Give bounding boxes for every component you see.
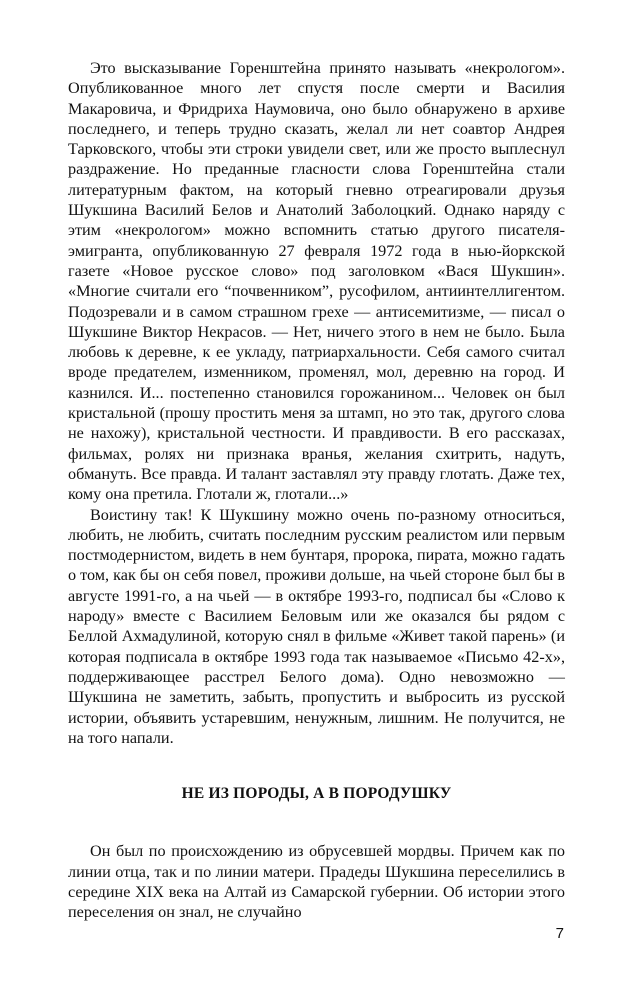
paragraph-3: Он был по происхождению из обрусевшей мордвы. Причем как по линии отца, так и по линии матери. Прадеды Шукшина переселились в середине XIX века на Алтай из Самарской губернии. Об истории этого переселения он знал, не случайно <box>68 842 565 922</box>
page-number: 7 <box>555 925 564 942</box>
section-heading: НЕ ИЗ ПОРОДЫ, А В ПОРОДУШКУ <box>181 785 452 803</box>
paragraph-1: Это высказывание Горенштейна принято называть «некрологом». Опубликованное много лет спустя после смерти и Василия Макаровича, и Фридриха Наумовича, оно было обнаружено в архиве последнего, и теперь трудно сказать, желал ли нет соавтор Андрея Тарковского, чтобы эти строки увидели свет, или же просто выплеснул раздражение. Но преданные гласности слова Горенштейна стали литературным фактом, на который гневно отреагировали друзья Шукшина Василий Белов и Анатолий Заболоцкий. Однако наряду с этим «некрологом» можно вспомнить статью другого писателя-эмигранта, опубликованную 27 февраля 1972 года в нью-йоркской газете «Новое русское слово» под заголовком «Вася Шукшин». «Многие считали его “почвенником”, русофилом, антиинтеллигентом. Подозревали и в самом страшном грехе — антисемитизме, — писал о Шукшине Виктор Некрасов. — Нет, ничего этого в нем не было. Была любовь к деревне, к ее укладу, патриархальности. Себя самого считал вроде предателем, изменником, променял, мол, деревню на город. И казнился. И... постепенно становился горожанином... Человек он был кристальной (прошу простить меня за штамп, но это так, другого слова не нахожу), кристальной честности. И правдивости. В его рассказах, фильмах, ролях ни признака вранья, желания схитрить, надуть, обмануть. Все правда. И талант заставлял эту правду глотать. Даже тех, кому она претила. Глотали ж, глотали...» <box>68 59 565 504</box>
paragraph-2: Воистину так! К Шукшину можно очень по-разному относиться, любить, не любить, считать последним русским реалистом или первым постмодернистом, видеть в нем бунтаря, пророка, пирата, можно гадать о том, как бы он себя повел, проживи дольше, на чьей стороне был бы в августе 1991-го, а на чьей — в октябре 1993-го, подписал бы «Слово к народу» вместе с Василием Беловым или же оказался бы рядом с Беллой Ахмадулиной, которую снял в фильме «Живет такой парень» (и которая подписала в октябре 1993 года так называемое «Письмо 42-х», поддерживающее расстрел Белого дома). Одно невозможно — Шукшина не заметить, забыть, пропустить и выбросить из русской истории, объявить устаревшим, ненужным, лишним. Не получится, не на того напали. <box>68 505 565 747</box>
book-page <box>68 58 565 923</box>
